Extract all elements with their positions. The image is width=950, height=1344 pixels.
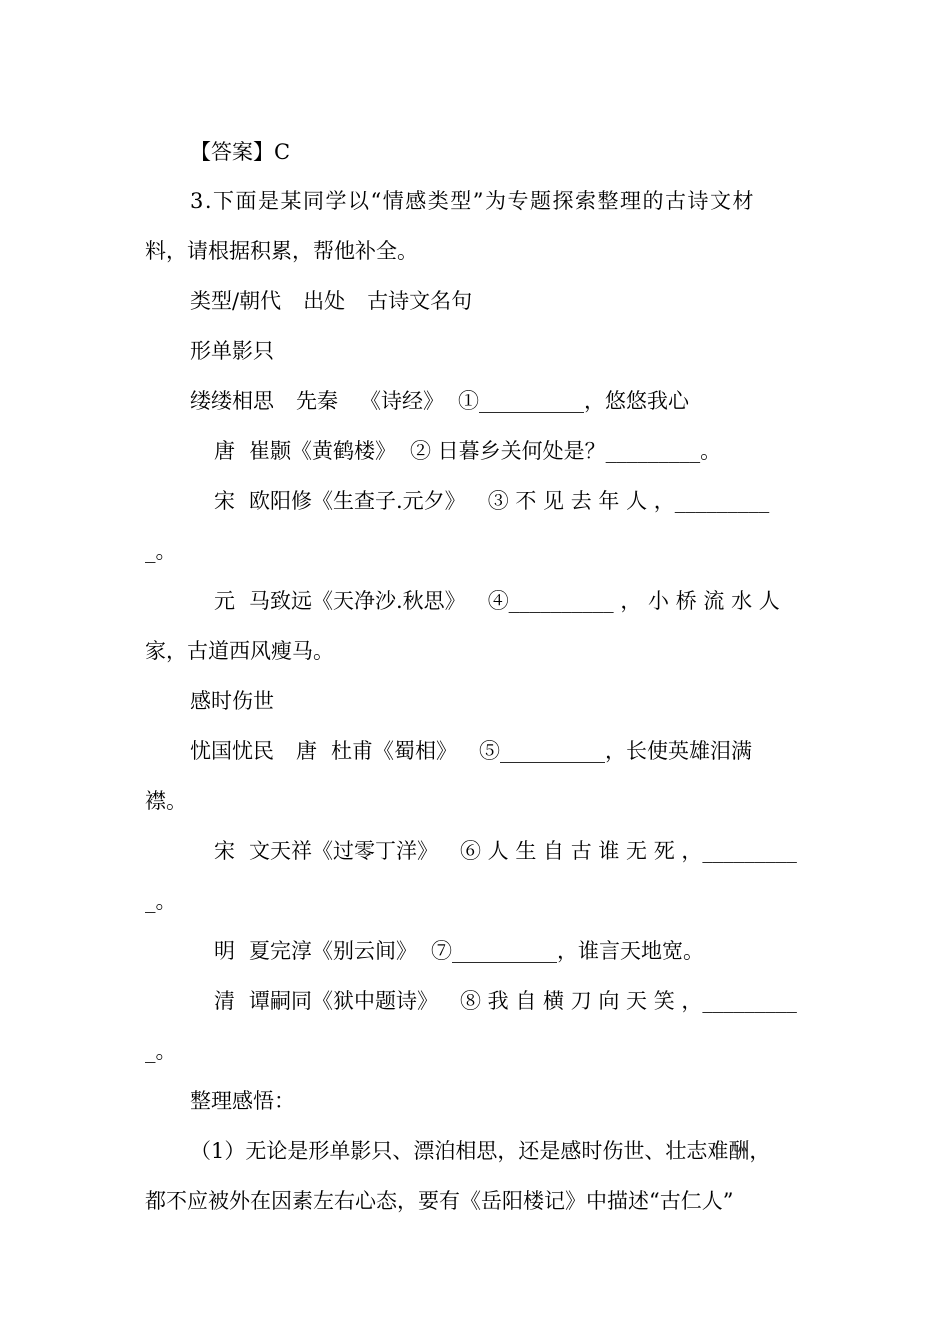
- row-continuation: 襟。: [145, 789, 187, 813]
- row-type: 缕缕相思: [190, 389, 274, 413]
- answer-label: 【答案】C: [190, 140, 291, 164]
- row-source: 杜甫《蜀相》: [331, 739, 457, 763]
- table-row: [214, 587, 780, 615]
- row-type: 忧国忧民: [190, 739, 274, 763]
- table-row: [190, 387, 689, 415]
- header-quote: 古诗文名句: [367, 289, 473, 313]
- row-continuation: _。: [145, 889, 177, 913]
- row-source: 马致远《天净沙.秋思》: [249, 589, 466, 613]
- row-dynasty: 宋: [214, 839, 235, 863]
- row-continuation: _。: [145, 1039, 177, 1063]
- row-quote: ② 日暮乡关何处是？_________。: [410, 439, 722, 463]
- row-quote: ⑤__________，长使英雄泪满: [479, 739, 752, 763]
- table-row: [214, 987, 797, 1015]
- reflection-line-2: 都不应被外在因素左右心态，要有《岳阳楼记》中描述“古仁人”: [145, 1189, 734, 1213]
- row-quote: ⑦__________，谁言天地宽。: [431, 939, 704, 963]
- section-title-2: 感时伤世: [190, 689, 274, 713]
- row-continuation: _。: [145, 539, 177, 563]
- row-dynasty: 唐: [214, 439, 235, 463]
- table-row: [190, 737, 752, 765]
- reflection-title: 整理感悟：: [190, 1089, 295, 1113]
- row-source: 夏完淳《别云间》: [249, 939, 417, 963]
- row-quote: ①__________，悠悠我心: [458, 389, 689, 413]
- table-row: [214, 837, 797, 865]
- row-source: 文天祥《过零丁洋》: [249, 839, 438, 863]
- row-quote: ⑧ 我 自 横 刀 向 天 笑 ，_________: [460, 989, 797, 1013]
- row-dynasty: 元: [214, 589, 235, 613]
- row-quote: ④__________ ， 小 桥 流 水 人: [487, 589, 780, 613]
- row-source: 谭嗣同《狱中题诗》: [249, 989, 438, 1013]
- row-dynasty: 先秦: [296, 389, 338, 413]
- table-header: [190, 287, 472, 315]
- row-continuation: 家，古道西风瘦马。: [145, 639, 334, 663]
- row-quote: ③ 不 见 去 年 人 ，_________: [487, 489, 770, 513]
- question-line-1: 3.下面是某同学以“情感类型”为专题探索整理的古诗文材: [190, 189, 756, 213]
- table-row: [214, 487, 769, 515]
- table-row: [214, 437, 721, 465]
- row-dynasty: 宋: [214, 489, 235, 513]
- row-quote: ⑥ 人 生 自 古 谁 无 死 ，_________: [460, 839, 797, 863]
- row-dynasty: 明: [214, 939, 235, 963]
- section-title-1: 形单影只: [190, 339, 274, 363]
- header-source: 出处: [303, 289, 346, 313]
- row-dynasty: 唐: [296, 739, 317, 763]
- row-source: 崔颢《黄鹤楼》: [249, 439, 396, 463]
- table-row: [214, 937, 704, 965]
- question-line-2: 料，请根据积累，帮他补全。: [145, 239, 418, 263]
- row-dynasty: 清: [214, 989, 235, 1013]
- reflection-line-1: （1）无论是形单影只、漂泊相思，还是感时伤世、壮志难酬，: [190, 1139, 771, 1163]
- row-source: 《诗经》: [360, 389, 444, 413]
- row-source: 欧阳修《生查子.元夕》: [249, 489, 466, 513]
- header-type-dynasty: 类型/朝代: [190, 289, 282, 313]
